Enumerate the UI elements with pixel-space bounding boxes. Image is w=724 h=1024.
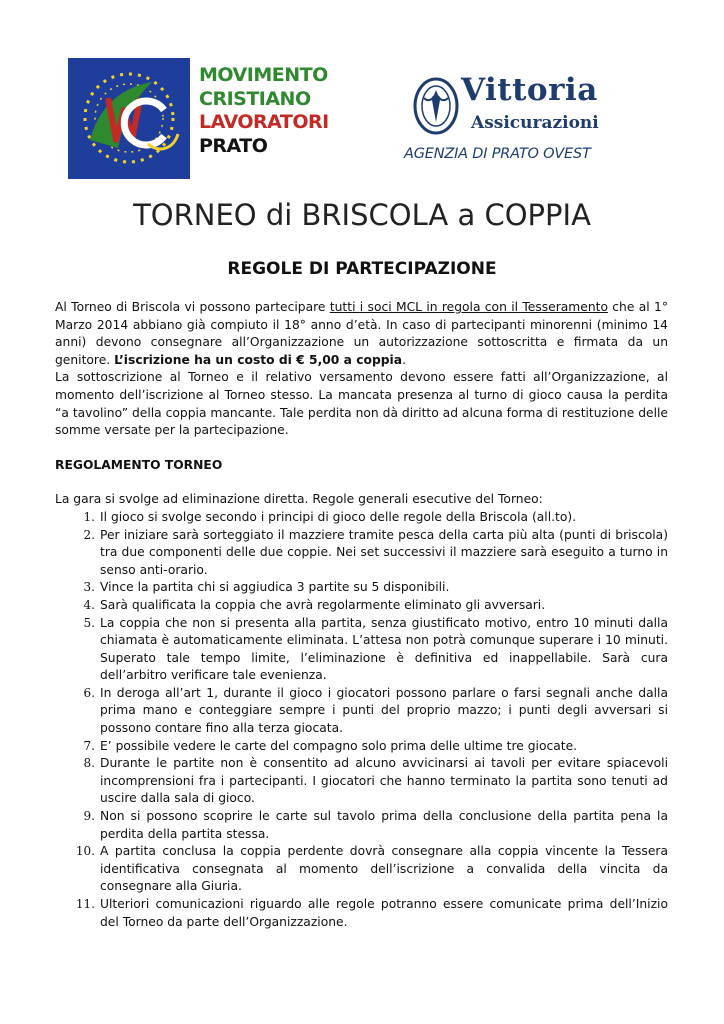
rule-item (55, 808, 668, 843)
rule-item (55, 843, 668, 896)
rule-number: 6. (83, 685, 95, 700)
rule-text: Per iniziare sarà sorteggiato il mazziere tramite pesca della carta più alta (punti di briscola) tra due componenti delle due coppie. Nei set successivi il mazziere sarà eseguito a turno in senso anti-orario. (100, 527, 668, 577)
document-subtitle: REGOLE DI PARTECIPAZIONE (227, 259, 497, 279)
rule-item (55, 509, 668, 527)
document-body (55, 299, 668, 931)
section-heading: REGOLAMENTO TORNEO (55, 457, 223, 472)
rule-text: Durante le partite non è consentito ad alcuno avvicinarsi ai tavoli per evitare spiacevoli incomprensioni fra i partecipanti. I giocatori che hanno terminato la partita sono tenuti ad uscire dalla sala di gioco. (100, 756, 668, 806)
para1-underlined: tutti i soci MCL in regola con il Tesseramento (329, 300, 608, 314)
rule-text: In deroga all’art 1, durante il gioco i giocatori possono parlare o farsi segnali anche dalla prima mano e conteggiare sempre i punti del proprio mazzo; i punti degli avversari si possono contare fino alla terza giocata. (100, 685, 668, 736)
participation-paragraph (55, 299, 668, 369)
subscription-paragraph: La sottoscrizione al Torneo e il relativo versamento devono essere fatti all’Organizzazione, al momento dell’iscrizione al Torneo stesso. La mancata presenza al turno di gioco causa la perdita “a tavolino” della coppia mancante. Tale perdita non dà diritto ad alcuna forma di restituzione delle somme versate per la partecipazione. (55, 370, 668, 438)
rule-number: 3. (83, 580, 95, 595)
vittoria-name: Vittoria (461, 72, 598, 108)
rule-text: Ulteriori comunicazioni riguardo alle regole potranno essere comunicate prima dell’Inizio del Torneo da parte dell’Organizzazione. (100, 897, 668, 929)
rule-number: 8. (83, 756, 95, 771)
rule-item (55, 755, 668, 808)
para1-cost: L’iscrizione ha un costo di € 5,00 a coppia (114, 352, 403, 367)
mcl-line-4: PRATO (199, 134, 268, 157)
agency-name: AGENZIA DI PRATO OVEST (404, 146, 591, 162)
para1-end: . (402, 352, 406, 367)
rules-intro: La gara si svolge ad eliminazione diretta. Regole generali esecutive del Torneo: (55, 492, 543, 507)
mcl-line-2: CRISTIANO (199, 87, 311, 110)
document-title: TORNEO di BRISCOLA a COPPIA (133, 198, 591, 232)
para1-middle: che al 1° Marzo 2014 abbiano già compiuto il 18° anno d’età. In caso di partecipanti minorenni (minimo 14 anni) devono consegnare all’Organizzazione un autorizzazione sottoscritta e firmata da un genitore. (55, 300, 668, 367)
rule-number: 11. (75, 897, 95, 911)
rule-number: 10. (75, 844, 95, 859)
rule-number: 9. (83, 809, 95, 824)
vittoria-seal-icon (412, 76, 460, 136)
rule-text: Vince la partita chi si aggiudica 3 partite su 5 disponibili. (100, 580, 450, 595)
mcl-line-1: MOVIMENTO (199, 64, 328, 86)
rule-number: 5. (83, 615, 95, 630)
rule-number: 2. (83, 527, 95, 542)
rule-text: Il gioco si svolge secondo i principi di gioco delle regole della Briscola (all.to). (100, 509, 577, 524)
rule-item (55, 597, 668, 615)
rule-item (55, 896, 668, 931)
para1-start: Al Torneo di Briscola vi possono partecipare (55, 300, 330, 314)
rule-number: 1. (83, 509, 95, 524)
rule-text: Sarà qualificata la coppia che avrà regolarmente eliminato gli avversari. (100, 597, 546, 612)
rule-item (55, 685, 668, 738)
rule-text: A partita conclusa la coppia perdente dovrà consegnare alla coppia vincente la Tessera identificativa consegnata al momento dell’iscrizione a convalida della vincita da consegnare alla Giuria. (100, 844, 668, 894)
rule-number: 7. (83, 738, 95, 753)
rule-text: Non si possono scoprire le carte sul tavolo prima della conclusione della partita pena la perdita della partita stessa. (100, 809, 668, 841)
rules-list (55, 509, 668, 931)
mcl-logo-text (199, 64, 359, 158)
mcl-logo-icon (68, 58, 190, 179)
rule-number: 4. (83, 597, 95, 612)
mcl-emblem-graphic (68, 58, 190, 179)
document-header (0, 0, 724, 190)
mcl-line-3: LAVORATORI (199, 111, 329, 133)
rule-item (55, 738, 668, 756)
vittoria-subtitle: Assicurazioni (471, 113, 599, 133)
rule-text: E’ possibile vedere le carte del compagno solo prima delle ultime tre giocate. (100, 738, 578, 753)
rule-item (55, 527, 668, 580)
rule-item (55, 615, 668, 685)
rule-item (55, 579, 668, 597)
rule-text: La coppia che non si presenta alla partita, senza giustificato motivo, entro 10 minuti dalla chiamata è automaticamente eliminata. L’attesa non potrà comunque superare i 10 minuti. Superato tale tempo limite, l’eliminazione è definitiva ed inappellabile. Sarà cura dell’arbitro verificare tale evenienza. (100, 615, 668, 683)
